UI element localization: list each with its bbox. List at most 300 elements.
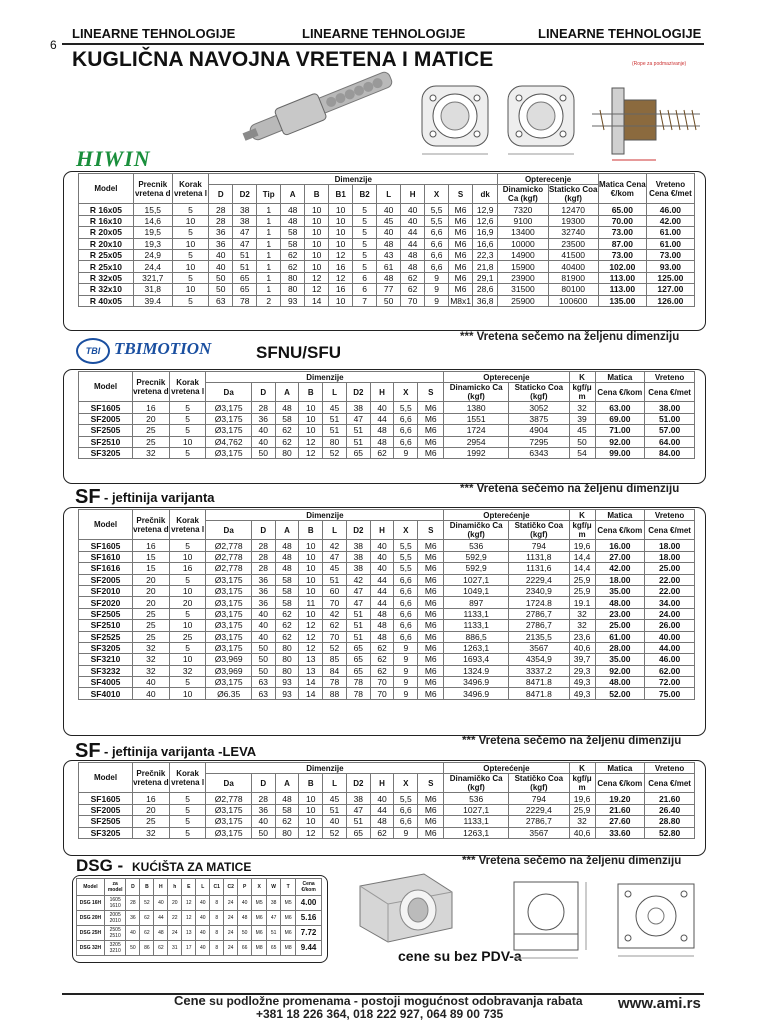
table-cell: 65 — [346, 654, 370, 665]
table-cell: 536 — [444, 540, 509, 551]
table-cell: SF3232 — [79, 665, 133, 676]
table-cell: 6,6 — [394, 597, 418, 608]
table-cell: 54 — [569, 447, 595, 458]
table-cell: 6 — [353, 284, 377, 295]
table-cell: 31500 — [498, 284, 548, 295]
table-cell: M6 — [418, 551, 444, 562]
table-cell: 25 — [133, 631, 170, 642]
table-cell: 40 — [251, 425, 275, 436]
col-subheader: A — [275, 774, 299, 793]
table-cell: 27.00 — [595, 551, 645, 562]
table-cell: 16 — [329, 261, 353, 272]
table-cell: 80 — [275, 642, 299, 653]
table-cell: 48 — [281, 215, 305, 226]
table-cell: 9 — [394, 447, 418, 458]
table-cell: SF2510 — [79, 436, 133, 447]
table-cell: 80 — [275, 827, 299, 838]
table-cell: 58 — [275, 574, 299, 585]
table-cell: 51 — [346, 816, 370, 827]
table-cell: 52 — [323, 827, 347, 838]
table-cell: 24 — [224, 926, 238, 941]
table-row — [79, 620, 695, 631]
table-cell: 21.60 — [595, 804, 645, 815]
table-cell: 26.00 — [645, 620, 695, 631]
table-cell: 9 — [425, 284, 449, 295]
table-cell: 25,9 — [569, 574, 595, 585]
table-cell: 87.00 — [598, 238, 646, 249]
table-cell: M6 — [418, 816, 444, 827]
table-cell: M6 — [281, 926, 296, 941]
table-cell: R 20x10 — [79, 238, 134, 249]
col-header: L — [196, 879, 210, 896]
table-cell: 62 — [370, 665, 394, 676]
table-cell: 592,9 — [444, 551, 509, 562]
table-cell: 25,9 — [569, 804, 595, 815]
table-cell: 7295 — [509, 436, 570, 447]
table-cell: 46.00 — [645, 654, 695, 665]
table-cell: 31 — [168, 941, 182, 956]
table-cell: 24 — [168, 926, 182, 941]
table-cell: 5,5 — [394, 563, 418, 574]
table-cell: 20 — [133, 413, 170, 424]
table-cell: 22,3 — [473, 249, 498, 260]
table-cell: 52 — [323, 447, 347, 458]
table-cell: 14 — [305, 295, 329, 306]
table-cell: 63 — [251, 677, 275, 688]
table-cell: 26.40 — [645, 804, 695, 815]
table-row — [79, 227, 695, 238]
table-cell: 78 — [346, 677, 370, 688]
table-cell: 42 — [323, 608, 347, 619]
table-cell: 32740 — [548, 227, 598, 238]
table-cell: 12 — [299, 620, 323, 631]
col-subheader: A — [275, 383, 299, 402]
table-cell: 5 — [169, 816, 206, 827]
table-row — [79, 608, 695, 619]
table-cell: 19,5 — [133, 227, 172, 238]
table-cell: 49,3 — [569, 677, 595, 688]
col-header: Precnik vretena d — [133, 174, 172, 204]
table-cell: 50 — [569, 436, 595, 447]
table-cell: Ø3,175 — [206, 804, 251, 815]
table-cell: 15 — [133, 563, 170, 574]
table-cell: 1551 — [444, 413, 509, 424]
footer-text: su podložne promenama - postoji mogućnost odobravanja rabata — [209, 994, 583, 1008]
table-cell: 70.00 — [598, 215, 646, 226]
table-cell: 39 — [569, 413, 595, 424]
table-cell: M6 — [418, 620, 444, 631]
table-cell: 51 — [323, 804, 347, 815]
table-cell: Ø3,175 — [206, 597, 251, 608]
table-row — [79, 597, 695, 608]
col-subheader: Statičko Coa (kgf) — [509, 521, 570, 540]
table-cell: 62.00 — [645, 665, 695, 676]
table-cell: 1724.8 — [509, 597, 570, 608]
table-cell: 6 — [353, 272, 377, 283]
table-cell: SF1605 — [79, 402, 133, 413]
table-cell: 13 — [299, 665, 323, 676]
table-cell: 44 — [370, 804, 394, 815]
table-cell: 48 — [281, 204, 305, 215]
table-cell: SF2505 — [79, 608, 133, 619]
table-cell: 126.00 — [646, 295, 694, 306]
table-cell: 10 — [169, 436, 206, 447]
table-cell: 78 — [346, 688, 370, 699]
table-cell: Ø3,175 — [206, 677, 251, 688]
table-cell: 65.00 — [598, 204, 646, 215]
table-cell: 1 — [257, 261, 281, 272]
table-cell: 16 — [133, 540, 170, 551]
table-cell: Ø2,778 — [206, 540, 251, 551]
table-cell: 9 — [394, 642, 418, 653]
table-cell: 1133,1 — [444, 816, 509, 827]
table-cell: 5 — [353, 215, 377, 226]
table-cell: 2786,7 — [509, 620, 570, 631]
table-cell: 3337.2 — [509, 665, 570, 676]
table-cell: 70 — [323, 597, 347, 608]
table-cell: 5 — [172, 295, 209, 306]
table-cell: 25 — [133, 620, 170, 631]
table-cell: 28 — [209, 215, 233, 226]
table-cell: 2229,4 — [509, 574, 570, 585]
sf-title: SF — [75, 486, 101, 508]
table-cell: M6 — [418, 563, 444, 574]
table-cell: 5,5 — [394, 402, 418, 413]
page-title: KUGLIČNA NAVOJNA VRETENA I MATICE — [72, 48, 494, 71]
table-cell: 10 — [299, 793, 323, 804]
table-cell: M6 — [418, 597, 444, 608]
col-subheader: B — [299, 521, 323, 540]
table-cell: 80 — [275, 654, 299, 665]
table-cell: 1 — [257, 227, 281, 238]
table-cell: 2954 — [444, 436, 509, 447]
table-cell: M6 — [418, 827, 444, 838]
table-cell: Ø3,969 — [206, 654, 251, 665]
table-cell: 40 — [251, 620, 275, 631]
table-cell: 9 — [425, 272, 449, 283]
col-header: Model — [79, 763, 133, 793]
table-cell: 1 — [257, 249, 281, 260]
table-cell: 12 — [329, 272, 353, 283]
col-subheader: B — [299, 774, 323, 793]
table-cell: 48 — [275, 563, 299, 574]
table-cell: 51 — [267, 926, 281, 941]
table-cell: 20 — [168, 896, 182, 911]
table-cell: SF2005 — [79, 574, 133, 585]
table-cell: 61.00 — [646, 227, 694, 238]
col-header: K — [569, 372, 595, 383]
hiwin-table — [78, 173, 695, 307]
flange-drawing-1 — [416, 70, 496, 162]
table-cell: 38 — [346, 793, 370, 804]
col-header: Vreteno — [645, 763, 695, 774]
col-subheader: S — [418, 774, 444, 793]
table-cell: 51 — [233, 249, 257, 260]
table-row — [79, 402, 695, 413]
table-cell: 6,6 — [394, 574, 418, 585]
table-cell: 5 — [169, 642, 206, 653]
col-subheader: Cena €/met — [645, 774, 695, 793]
table-row — [79, 540, 695, 551]
table-cell: 15900 — [498, 261, 548, 272]
col-header: Model — [79, 510, 133, 540]
table-cell: 50 — [251, 665, 275, 676]
table-cell: 70 — [370, 677, 394, 688]
col-subheader: D — [251, 521, 275, 540]
table-cell: 23.00 — [595, 608, 645, 619]
table-cell: 29,1 — [473, 272, 498, 283]
footer-website[interactable]: www.ami.rs — [618, 995, 701, 1012]
table-cell: 40400 — [548, 261, 598, 272]
table-cell: 62 — [275, 631, 299, 642]
table-cell: M6 — [418, 665, 444, 676]
table-cell: 1049,1 — [444, 585, 509, 596]
table-cell: 19,6 — [569, 793, 595, 804]
table-cell: 36 — [209, 238, 233, 249]
table-cell: Ø3,969 — [206, 665, 251, 676]
table-cell: 58 — [275, 597, 299, 608]
table-row — [77, 926, 322, 941]
header-right: LINEARNE TEHNOLOGIJE — [538, 26, 702, 41]
col-header: Opterecenje — [444, 372, 569, 383]
table-cell: 25900 — [498, 295, 548, 306]
table-cell: 62 — [281, 249, 305, 260]
table-cell: 12 — [305, 284, 329, 295]
table-cell: 1324.9 — [444, 665, 509, 676]
table-cell: Ø6.35 — [206, 688, 251, 699]
table-cell: 10 — [299, 574, 323, 585]
col-subheader: Cena €/kom — [595, 774, 645, 793]
table-cell: 5 — [172, 204, 209, 215]
table-cell: 100600 — [548, 295, 598, 306]
sf-leva-subtitle: - jeftinija varijanta -LEVA — [104, 744, 257, 759]
table-cell: 20 — [169, 597, 206, 608]
table-cell: Ø3,175 — [206, 413, 251, 424]
table-cell: 10 — [169, 654, 206, 665]
table-body — [79, 510, 695, 700]
table-cell: 6,6 — [394, 608, 418, 619]
col-subheader: H — [370, 521, 394, 540]
table-cell: M6 — [418, 585, 444, 596]
table-cell: 10 — [172, 238, 209, 249]
table-cell: 16 — [133, 402, 170, 413]
table-cell: 50 — [251, 447, 275, 458]
table-cell: 40 — [133, 677, 170, 688]
table-cell: 40 — [133, 688, 170, 699]
col-subheader: Statičko Coa (kgf) — [509, 774, 570, 793]
table-cell: 52.80 — [645, 827, 695, 838]
col-subheader: D2 — [233, 185, 257, 204]
table-cell: M8x1 — [450, 295, 471, 306]
table-cell: 62 — [370, 827, 394, 838]
table-cell: 16,6 — [473, 238, 498, 249]
table-cell: 38.00 — [645, 402, 695, 413]
col-header: K — [569, 510, 595, 521]
col-subheader: X — [394, 774, 418, 793]
col-subheader: Dinamičko Ca (kgf) — [444, 774, 509, 793]
table-cell: 10 — [329, 238, 353, 249]
col-subheader: L — [323, 774, 347, 793]
table-cell: 40 — [126, 926, 140, 941]
table-cell: 99.00 — [595, 447, 645, 458]
table-cell: 25.00 — [645, 563, 695, 574]
table-cell: 5 — [169, 402, 206, 413]
table-cell: 22 — [168, 911, 182, 926]
table-cell: 25 — [133, 816, 170, 827]
table-cell: M6 — [449, 261, 473, 272]
table-cell: 45 — [323, 793, 347, 804]
table-row — [79, 642, 695, 653]
table-cell: 14,6 — [133, 215, 172, 226]
table-cell: 48 — [275, 551, 299, 562]
table-cell: 58 — [281, 227, 305, 238]
table-cell: 12,6 — [473, 215, 498, 226]
table-row — [79, 665, 695, 676]
table-cell: 42 — [346, 574, 370, 585]
table-cell: 65 — [346, 665, 370, 676]
table-cell: SF2005 — [79, 413, 133, 424]
table-cell: 13400 — [498, 227, 548, 238]
table-cell: SF2505 — [79, 425, 133, 436]
table-cell: 40 — [196, 911, 210, 926]
table-cell: 51 — [323, 574, 347, 585]
table-cell: 58 — [275, 585, 299, 596]
table-cell: 65 — [233, 284, 257, 295]
table-cell: M6 — [449, 215, 473, 226]
table-cell: 36 — [251, 413, 275, 424]
table-cell: 62 — [401, 272, 425, 283]
col-header: B — [140, 879, 154, 896]
table-cell: 10 — [299, 540, 323, 551]
table-cell: R 20x05 — [79, 227, 134, 238]
table-cell: M5 — [252, 896, 267, 911]
table-cell: 51 — [346, 425, 370, 436]
table-row — [79, 295, 695, 306]
table-cell: 62 — [275, 816, 299, 827]
table-row — [79, 249, 695, 260]
table-row — [79, 585, 695, 596]
col-subheader: L — [377, 185, 401, 204]
housing-drawing-side — [608, 874, 704, 962]
table-cell: 84.00 — [645, 447, 695, 458]
col-subheader: Cena €/met — [645, 383, 695, 402]
table-cell: 10 — [299, 563, 323, 574]
table-cell: 62 — [370, 654, 394, 665]
table-cell: 40 — [370, 793, 394, 804]
table-cell: 23500 — [548, 238, 598, 249]
tbi-title: SFNU/SFU — [256, 343, 341, 362]
table-cell: 28 — [126, 896, 140, 911]
table-cell: 6343 — [509, 447, 570, 458]
table-cell: 63 — [251, 688, 275, 699]
table-cell: 1 — [257, 204, 281, 215]
table-cell: M6 — [418, 631, 444, 642]
table-cell: 47 — [346, 804, 370, 815]
table-cell: Ø3,175 — [206, 620, 251, 631]
table-cell: 47 — [267, 911, 281, 926]
col-subheader: Da — [206, 383, 251, 402]
table-cell: 794 — [509, 793, 570, 804]
table-cell: 12 — [299, 827, 323, 838]
table-cell: 52 — [323, 642, 347, 653]
header-center: LINEARNE TEHNOLOGIJE — [302, 26, 466, 41]
table-cell: 1133,1 — [444, 608, 509, 619]
table-cell: 10 — [305, 238, 329, 249]
col-subheader: X — [394, 521, 418, 540]
table-cell: 6,6 — [425, 227, 449, 238]
table-cell: SF3205 — [79, 447, 133, 458]
table-cell: 44 — [370, 574, 394, 585]
table-cell: 2786,7 — [509, 816, 570, 827]
table-cell: 9 — [394, 827, 418, 838]
table-cell: Ø3,175 — [206, 631, 251, 642]
table-cell: 28.80 — [645, 816, 695, 827]
table-cell: SF2005 — [79, 804, 133, 815]
table-cell: 5 — [169, 677, 206, 688]
table-cell: 40 — [370, 551, 394, 562]
table-cell: 29,3 — [569, 665, 595, 676]
table-cell: Ø3,175 — [206, 827, 251, 838]
table-cell: 6,6 — [394, 620, 418, 631]
table-cell: M6 — [418, 688, 444, 699]
table-cell: 9 — [394, 688, 418, 699]
table-cell: SF2010 — [79, 585, 133, 596]
table-cell: Ø3,175 — [206, 642, 251, 653]
table-cell: 32 — [133, 827, 170, 838]
table-cell: 1 — [257, 238, 281, 249]
table-cell: 48 — [275, 540, 299, 551]
table-cell: 45 — [323, 563, 347, 574]
table-cell: 10 — [172, 215, 209, 226]
col-header: Vreteno — [645, 510, 695, 521]
col-subheader: D2 — [346, 383, 370, 402]
table-cell: 24 — [224, 896, 238, 911]
table-cell: 20 — [133, 804, 170, 815]
table-cell: 45 — [323, 402, 347, 413]
table-cell: 75.00 — [645, 688, 695, 699]
col-subheader: Staticko Coa (kgf) — [548, 185, 598, 204]
table-cell: 63 — [209, 295, 233, 306]
table-cell: 2229,4 — [509, 804, 570, 815]
table-cell: 71.00 — [595, 425, 645, 436]
table-cell: M6 — [449, 238, 473, 249]
table-cell: 5 — [169, 540, 206, 551]
table-cell: M6 — [449, 227, 473, 238]
table-cell: M6 — [449, 284, 473, 295]
table-cell: 135.00 — [598, 295, 646, 306]
table-cell: 48 — [154, 926, 168, 941]
table-cell: 6,6 — [394, 413, 418, 424]
table-cell: 6,6 — [394, 436, 418, 447]
table-cell: 47 — [346, 413, 370, 424]
table-cell: 5 — [172, 272, 209, 283]
table-row — [79, 204, 695, 215]
table-cell: SF3210 — [79, 654, 133, 665]
table-cell: Ø2,778 — [206, 563, 251, 574]
table-cell: 36 — [251, 597, 275, 608]
table-cell: 32 — [569, 620, 595, 631]
table-body — [79, 763, 695, 839]
table-cell: 794 — [509, 540, 570, 551]
table-cell: 10 — [305, 249, 329, 260]
table-cell: 9100 — [498, 215, 548, 226]
table-cell: 28 — [251, 551, 275, 562]
table-cell: SF2525 — [79, 631, 133, 642]
col-subheader: Cena €/kom — [595, 383, 645, 402]
col-header: E — [182, 879, 196, 896]
table-cell: 42 — [323, 540, 347, 551]
table-cell: 5 — [169, 425, 206, 436]
